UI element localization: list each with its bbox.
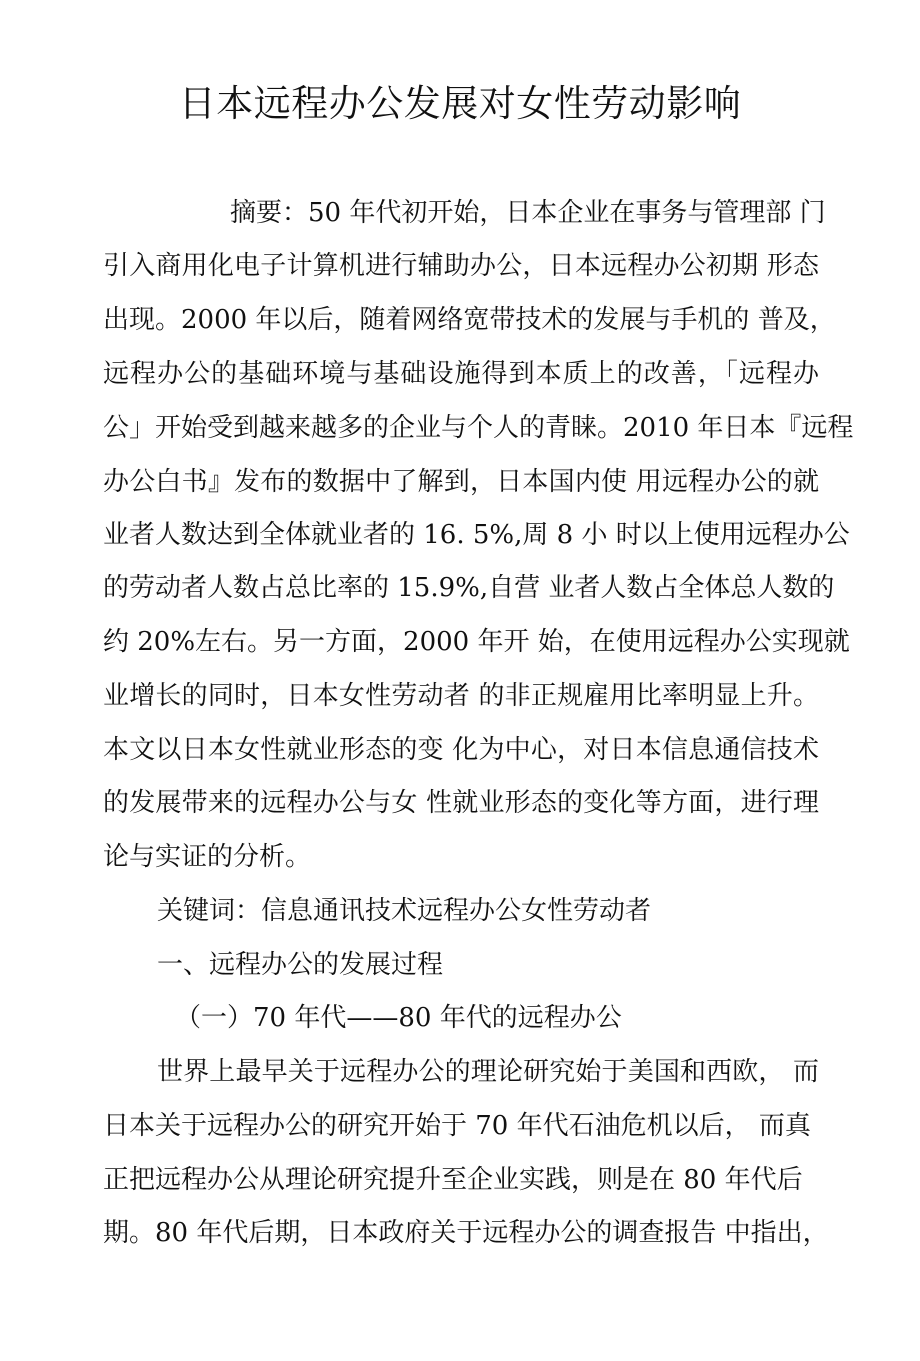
abstract-line: 的劳动者人数占总比率的 15.9%,自营 业者人数占全体总人数的	[103, 573, 835, 603]
abstract-line: 摘要：50 年代初开始，日本企业在事务与管理部 门	[230, 198, 826, 228]
body-line: 正把远程办公从理论研究提升至企业实践，则是在 80 年代后	[103, 1165, 803, 1195]
body-line: 世界上最早关于远程办公的理论研究始于美国和西欧， 而	[157, 1057, 819, 1087]
abstract-line: 出现。2000 年以后，随着网络宽带技术的发展与手机的 普及，	[103, 305, 836, 335]
keywords-line: 关键词：信息通讯技术远程办公女性劳动者	[157, 896, 652, 926]
section-heading: 一、远程办公的发展过程	[157, 950, 444, 980]
document-title: 日本远程办公发展对女性劳动影响	[178, 82, 742, 125]
body-line: 日本关于远程办公的研究开始于 70 年代石油危机以后， 而真	[103, 1111, 811, 1141]
abstract-line: 引入商用化电子计算机进行辅助办公，日本远程办公初期 形态	[103, 251, 819, 281]
body-line: 期。80 年代后期，日本政府关于远程办公的调查报告 中指出，	[103, 1218, 829, 1248]
abstract-line: 业者人数达到全体就业者的 16. 5%,周 8 小 时以上使用远程办公	[103, 520, 850, 550]
abstract-line: 业增长的同时，日本女性劳动者 的非正规雇用比率明显上升。	[103, 681, 819, 711]
abstract-line: 远程办公的基础环境与基础设施得到本质上的改善，「远程办	[103, 359, 819, 389]
abstract-line: 本文以日本女性就业形态的变 化为中心，对日本信息通信技术	[103, 735, 819, 765]
abstract-line: 办公白书』发布的数据中了解到，日本国内使 用远程办公的就	[103, 467, 819, 497]
abstract-line: 论与实证的分析。	[103, 842, 312, 872]
subsection-heading: （一）70 年代——80 年代的远程办公	[175, 1003, 622, 1033]
abstract-line: 约 20%左右。另一方面，2000 年开 始，在使用远程办公实现就	[103, 627, 850, 657]
abstract-line: 公」开始受到越来越多的企业与个人的青睐。2010 年日本『远程	[103, 413, 854, 443]
abstract-line: 的发展带来的远程办公与女 性就业形态的变化等方面，进行理	[103, 788, 819, 818]
